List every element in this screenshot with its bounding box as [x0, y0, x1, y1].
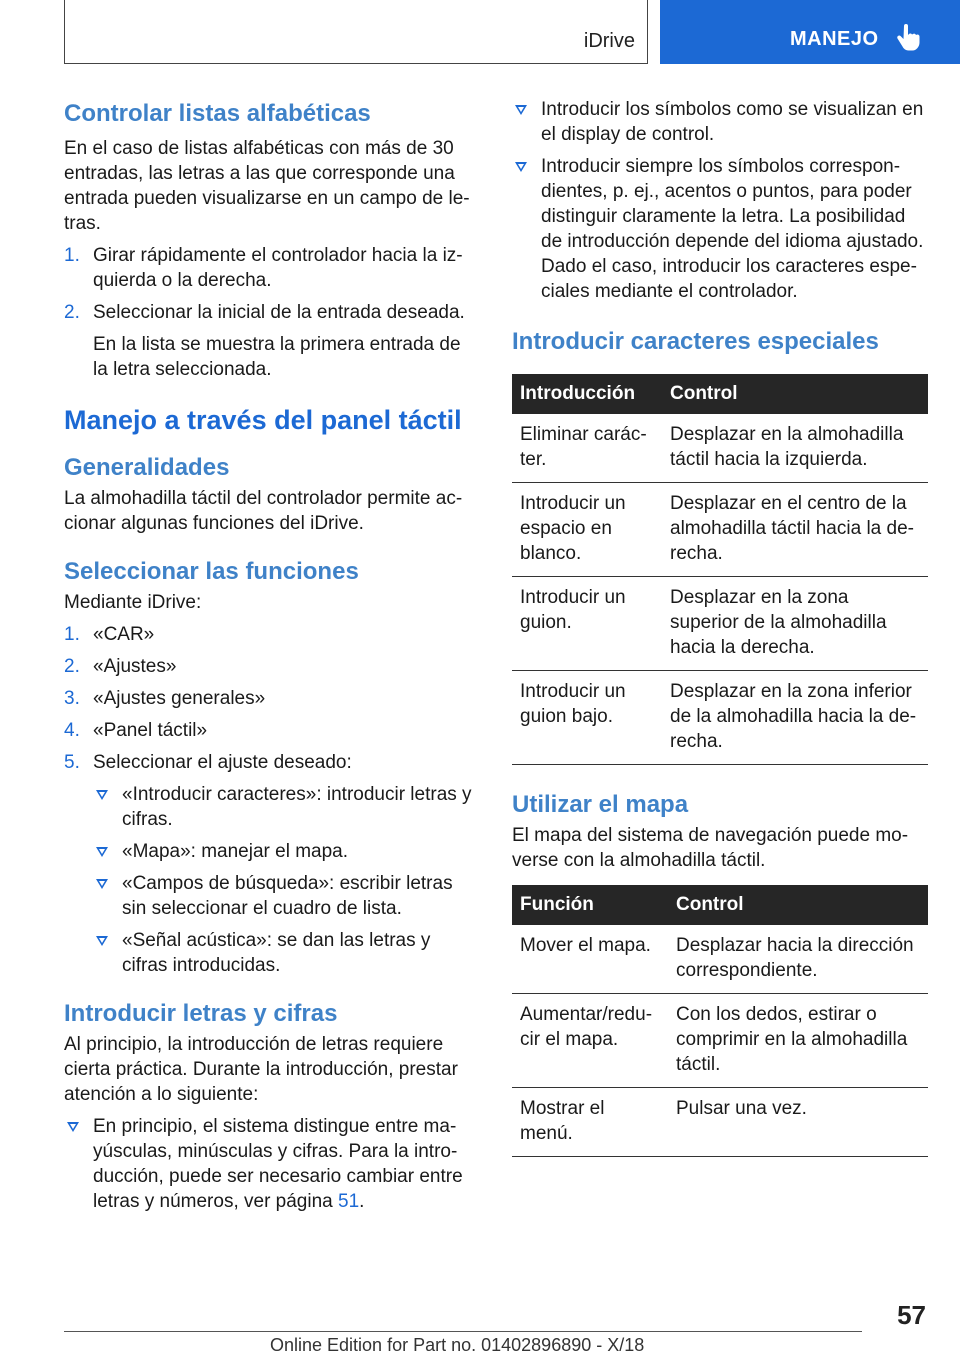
list-item: 2. «Ajustes» — [64, 656, 177, 677]
heading-especiales: Introducir caracteres especiales — [512, 328, 879, 355]
map-table — [512, 885, 928, 1157]
heading-mapa: Utilizar el mapa — [512, 791, 689, 818]
table-header-row — [512, 374, 928, 414]
symbols-bullets — [512, 97, 928, 304]
left-column — [64, 98, 480, 1214]
table-row: Eliminar carácter. Desplazar en la almohadilla táctil hacia la izquierda. — [512, 414, 928, 483]
page-link[interactable]: 51 — [338, 1191, 360, 1212]
list-item: 4. «Panel táctil» — [64, 720, 208, 741]
triangle-bullet-icon — [96, 879, 108, 889]
list-item: 5. Seleccionar el ajuste deseado: — [64, 752, 352, 773]
triangle-bullet-icon — [96, 790, 108, 800]
heading-panel-tactil: Manejo a través del panel táctil — [64, 405, 462, 435]
footer-edition: Online Edition for Part no. 01402896890 - X/18 — [270, 1335, 645, 1355]
column-header: Función — [512, 885, 668, 925]
table-header-row — [512, 885, 928, 925]
paragraph-generalidades: La almohadilla táctil del controlador permite accionar algunas funciones del iDrive. — [64, 488, 463, 534]
footer-divider — [64, 1331, 862, 1332]
header-chapter-tab[interactable] — [660, 0, 960, 64]
table-row: Mover el mapa. Desplazar hacia la dirección correspondiente. — [512, 925, 928, 994]
list-item: «Señal acústica»: se dan las letras y cifras introducidas. — [93, 928, 480, 978]
paragraph-seleccionar: Mediante iDrive: — [64, 592, 202, 613]
column-header: Introducción — [512, 374, 662, 414]
list-item: «Campos de búsqueda»: escribir letras sin seleccionar el cuadro de lista. — [93, 871, 480, 921]
paragraph-listas: En el caso de listas alfabéticas con más de 30 entradas, las letras a las que corresponde una entrada pueden visualizarse en un campo de letras. — [64, 138, 470, 234]
table-row: Introducir un guion. Desplazar en la zona superior de la almohadilla hacia la derecha. — [512, 577, 928, 671]
paragraph-letras: Al principio, la introducción de letras requiere cierta práctica. Durante la introducción, prestar atención a lo siguiente: — [64, 1034, 458, 1105]
list-item: 3. «Ajustes generales» — [64, 688, 266, 709]
triangle-bullet-icon — [96, 847, 108, 857]
triangle-bullet-icon — [67, 1122, 79, 1132]
settings-sub-bullets — [64, 782, 480, 978]
list-item: En principio, el sistema distingue entre mayúsculas, minúsculas y cifras. Para la introducción, puede ser necesario cambiar entre letras y números, ver página 51. — [64, 1114, 480, 1214]
list-item: «Mapa»: manejar el mapa. — [93, 839, 480, 864]
heading-generalidades: Generalidades — [64, 454, 230, 481]
right-column — [512, 97, 928, 1157]
heading-seleccionar: Seleccionar las funciones — [64, 558, 359, 585]
heading-listas: Controlar listas alfabéticas — [64, 100, 371, 127]
list-item: Introducir los símbolos como se visualizan en el display de control. — [512, 97, 928, 147]
header-section-title: iDrive — [583, 30, 635, 52]
list-item: 1. Girar rápidamente el controlador hacia la izquierda o la derecha. — [64, 245, 463, 291]
letras-bullets — [64, 1114, 480, 1214]
column-header: Control — [668, 885, 928, 925]
table-row: Introducir un espacio en blanco. Desplazar en el centro de la almohadilla táctil hacia la derecha. — [512, 483, 928, 577]
table-row: Aumentar/reducir el mapa. Con los dedos, estirar o comprimir en la almohadilla táctil. — [512, 994, 928, 1088]
triangle-bullet-icon — [96, 936, 108, 946]
hand-pointer-icon — [896, 24, 920, 52]
paragraph-mapa: El mapa del sistema de navegación puede moverse con la almohadilla táctil. — [512, 825, 909, 871]
steps-seleccionar — [64, 622, 480, 775]
heading-letras: Introducir letras y cifras — [64, 1000, 338, 1027]
step-note: En la lista se muestra la primera entrada de la letra seleccionada. — [93, 334, 461, 380]
triangle-bullet-icon — [515, 162, 527, 172]
header-section-box — [64, 0, 648, 64]
special-characters-table — [512, 374, 928, 765]
triangle-bullet-icon — [515, 105, 527, 115]
list-item: 2. Seleccionar la inicial de la entrada deseada. — [64, 302, 465, 323]
page-number: 57 — [897, 1300, 926, 1330]
list-item: 1. «CAR» — [64, 624, 155, 645]
table-row: Mostrar el menú. Pulsar una vez. — [512, 1088, 928, 1157]
column-header: Control — [662, 374, 928, 414]
list-item: «Introducir caracteres»: introducir letras y cifras. — [93, 782, 480, 832]
table-row: Introducir un guion bajo. Desplazar en la zona inferior de la almohadilla hacia la derecha. — [512, 671, 928, 765]
list-item: Introducir siempre los símbolos correspondientes, p. ej., acentos o puntos, para poder distinguir claramente la letra. La posibilidad de introducción depende del idioma ajustado. Dado el caso, introducir los caracteres especiales mediante el controlador. — [512, 154, 928, 304]
steps-listas — [64, 243, 480, 325]
header-chapter-label: MANEJO — [790, 28, 879, 50]
